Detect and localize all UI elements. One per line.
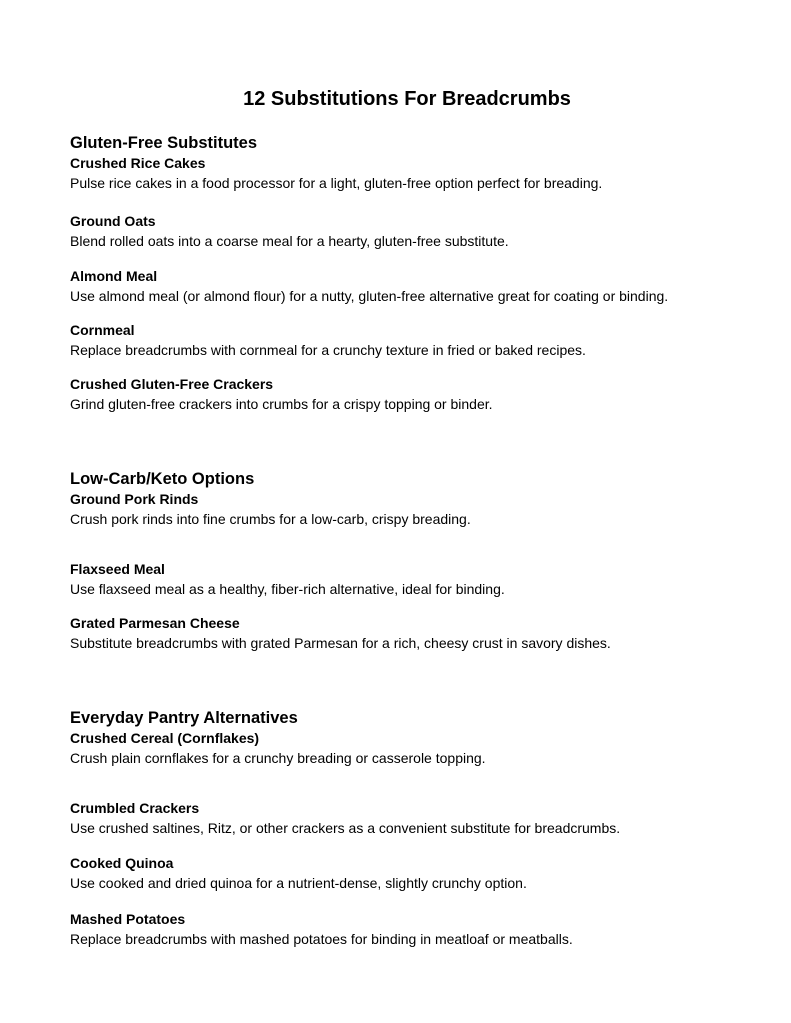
item-name: Crumbled Crackers <box>70 800 200 816</box>
item-name: Crushed Gluten-Free Crackers <box>70 376 274 392</box>
list-item <box>70 799 770 837</box>
item-description: Blend rolled oats into a coarse meal for a hearty, gluten-free substitute. <box>70 233 509 249</box>
page-title: 12 Substitutions For Breadcrumbs <box>243 88 571 110</box>
list-item <box>70 614 770 652</box>
item-description: Grind gluten-free crackers into crumbs for a crispy topping or binder. <box>70 396 493 412</box>
item-name: Crushed Cereal (Cornflakes) <box>70 730 260 746</box>
item-name: Ground Pork Rinds <box>70 491 199 507</box>
item-description: Replace breadcrumbs with mashed potatoes for binding in meatloaf or meatballs. <box>70 931 573 947</box>
item-description: Pulse rice cakes in a food processor for a light, gluten-free option perfect for breading. <box>70 175 603 191</box>
item-name: Flaxseed Meal <box>70 561 165 577</box>
item-name: Cooked Quinoa <box>70 855 174 871</box>
item-name: Crushed Rice Cakes <box>70 155 206 171</box>
item-name: Cornmeal <box>70 322 135 338</box>
list-item <box>70 154 770 192</box>
item-description: Crush plain cornflakes for a crunchy breading or casserole topping. <box>70 750 486 766</box>
item-description: Crush pork rinds into fine crumbs for a low-carb, crispy breading. <box>70 511 471 527</box>
item-name: Ground Oats <box>70 213 156 229</box>
section-heading-low-carb: Low-Carb/Keto Options <box>70 470 255 488</box>
item-name: Almond Meal <box>70 268 158 284</box>
section-heading-gluten-free: Gluten-Free Substitutes <box>70 134 258 152</box>
section-heading-pantry: Everyday Pantry Alternatives <box>70 709 298 727</box>
list-item <box>70 729 770 767</box>
item-description: Use cooked and dried quinoa for a nutrient-dense, slightly crunchy option. <box>70 875 527 891</box>
list-item <box>70 854 770 892</box>
list-item <box>70 910 770 948</box>
item-name: Mashed Potatoes <box>70 911 186 927</box>
item-description: Use crushed saltines, Ritz, or other crackers as a convenient substitute for breadcrumbs. <box>70 820 621 836</box>
list-item <box>70 321 770 359</box>
list-item <box>70 267 770 305</box>
item-description: Substitute breadcrumbs with grated Parmesan for a rich, cheesy crust in savory dishes. <box>70 635 611 651</box>
item-description: Use flaxseed meal as a healthy, fiber-rich alternative, ideal for binding. <box>70 581 505 597</box>
list-item <box>70 375 770 413</box>
item-description: Use almond meal (or almond flour) for a nutty, gluten-free alternative great for coating or binding. <box>70 288 669 304</box>
item-description: Replace breadcrumbs with cornmeal for a crunchy texture in fried or baked recipes. <box>70 342 586 358</box>
item-name: Grated Parmesan Cheese <box>70 615 240 631</box>
list-item <box>70 560 770 598</box>
list-item <box>70 490 770 528</box>
list-item <box>70 212 770 250</box>
